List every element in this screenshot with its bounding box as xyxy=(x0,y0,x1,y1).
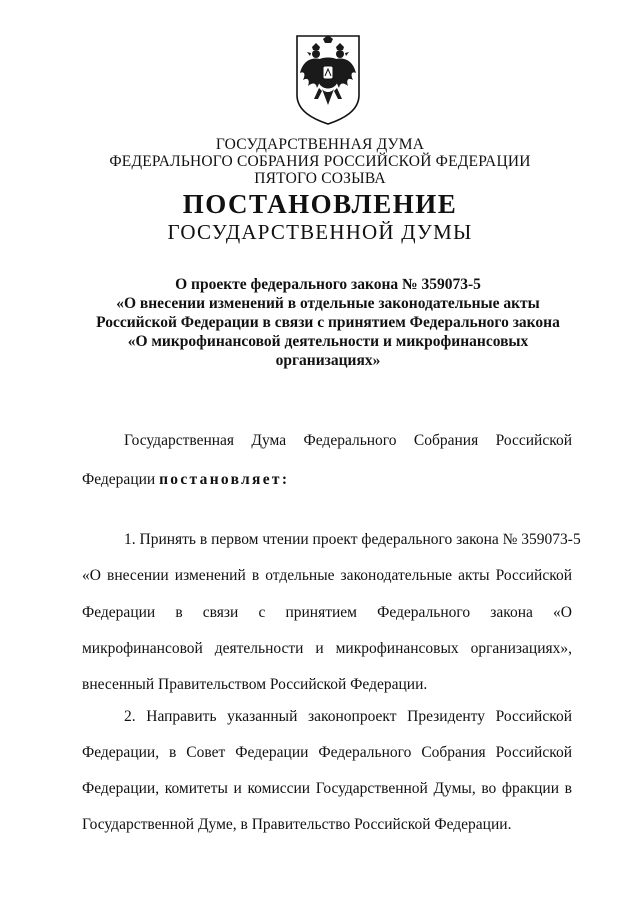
about-line-5: организациях» xyxy=(275,352,381,369)
header-line-1: ГОСУДАРСТВЕННАЯ ДУМА xyxy=(215,136,425,153)
header-line-2: ФЕДЕРАЛЬНОГО СОБРАНИЯ РОССИЙСКОЙ ФЕДЕРАЦИИ xyxy=(109,153,531,170)
document-title: ПОСТАНОВЛЕНИЕ xyxy=(182,189,458,219)
p2-line-4: Государственной Думе, в Правительство Российской Федерации. xyxy=(82,816,512,833)
p1-line-4: микрофинансовой деятельности и микрофинансовых организациях», xyxy=(82,640,572,657)
preamble-line-2 xyxy=(82,471,572,489)
header-line-3: ПЯТОГО СОЗЫВА xyxy=(254,170,386,187)
preamble-decision: постановляет: xyxy=(159,471,290,488)
p1-line-1: 1. Принять в первом чтении проект федерального закона № 359073-5 xyxy=(124,531,581,548)
about-line-2: «О внесении изменений в отдельные законодательные акты xyxy=(116,295,540,312)
p2-line-3: Федерации, комитеты и комиссии Государственной Думы, во фракции в xyxy=(82,780,572,797)
p2-line-1: 2. Направить указанный законопроект Президенту Российской xyxy=(124,708,572,725)
preamble-text: Федерации xyxy=(82,471,160,488)
p1-line-5: внесенный Правительством Российской Федерации. xyxy=(82,676,428,693)
document-subtitle: ГОСУДАРСТВЕННОЙ ДУМЫ xyxy=(167,220,473,244)
about-line-1: О проекте федерального закона № 359073-5 xyxy=(175,276,481,293)
p2-line-2: Федерации, в Совет Федерации Федерального Собрания Российской xyxy=(82,744,572,761)
p1-line-3: Федерации в связи с принятием Федерального закона «О xyxy=(82,604,572,621)
double-headed-eagle-icon xyxy=(293,33,363,126)
preamble-line-1: Государственная Дума Федерального Собрания Российской xyxy=(124,432,572,449)
about-line-4: «О микрофинансовой деятельности и микрофинансовых xyxy=(127,333,529,350)
about-line-3: Российской Федерации в связи с принятием Федерального закона xyxy=(96,314,560,331)
p1-line-2: «О внесении изменений в отдельные законодательные акты Российской xyxy=(82,567,572,584)
